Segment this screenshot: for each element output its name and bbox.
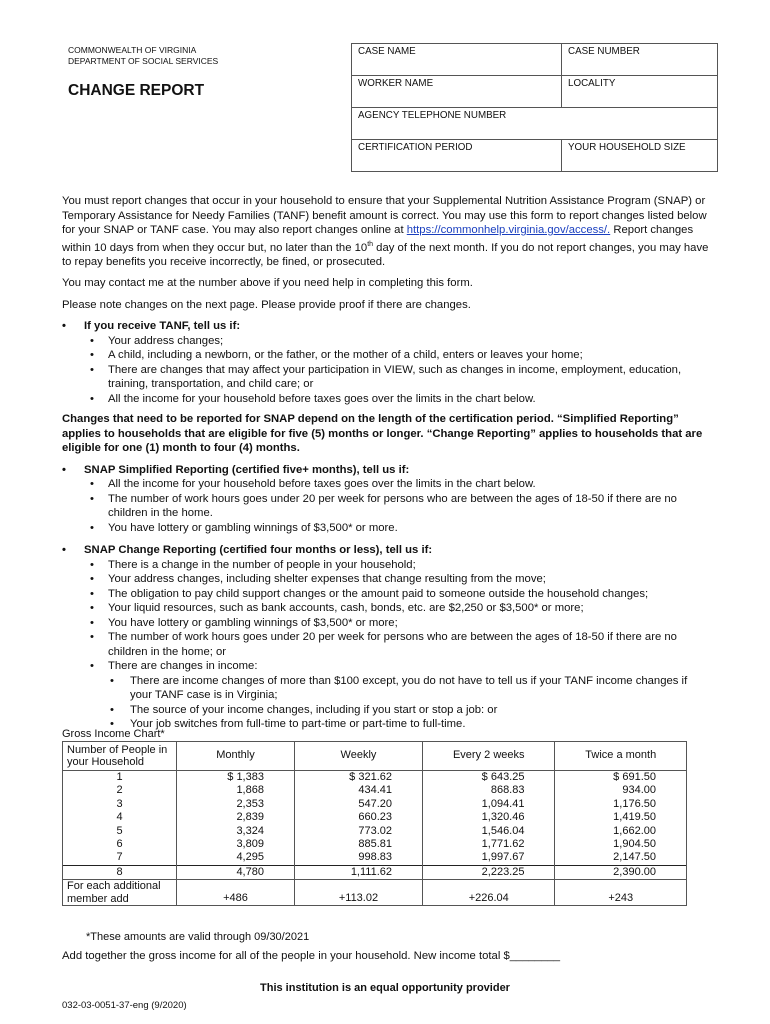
form-number: 032-03-0051-37-eng (9/2020) — [62, 1000, 187, 1011]
table-cell: 2,223.25 — [423, 865, 555, 879]
table-row — [63, 798, 687, 811]
case-number-field[interactable]: CASE NUMBER — [562, 44, 718, 76]
equal-opportunity-statement: This institution is an equal opportunity provider — [260, 982, 510, 994]
table-row — [63, 784, 687, 797]
table-row — [63, 825, 687, 838]
table-cell: 1,176.50 — [555, 798, 687, 811]
table-cell: 2,353 — [177, 798, 295, 811]
table-cell: 1,771.62 — [423, 838, 555, 851]
table-cell: 434.41 — [294, 784, 422, 797]
worker-name-field[interactable]: WORKER NAME — [352, 76, 562, 108]
col-header: Number of People in your Household — [63, 742, 177, 771]
table-cell: +243 — [555, 880, 687, 906]
change-heading: • SNAP Change Reporting (certified four months or less), tell us if: — [62, 543, 712, 558]
agency-line2: DEPARTMENT OF SOCIAL SERVICES — [68, 56, 219, 66]
table-cell: 1,904.50 — [555, 838, 687, 851]
change-item: • Your liquid resources, such as bank accounts, cash, bonds, etc. are $2,250 or $3,500* or more; — [62, 601, 712, 616]
simplified-item: • The number of work hours goes under 20 per week for persons who are between the ages of 18-50 if there are no children in the home. — [62, 492, 712, 521]
additional-label: For each additional member add — [63, 880, 177, 906]
table-cell: 2 — [63, 784, 177, 797]
simplified-heading: • SNAP Simplified Reporting (certified five+ months), tell us if: — [62, 463, 712, 478]
change-item: • There are changes in income: — [62, 659, 712, 674]
page-title: CHANGE REPORT — [68, 82, 205, 99]
note-text: Please note changes on the next page. Please provide proof if there are changes. — [62, 298, 471, 311]
table-cell: 1,111.62 — [294, 865, 422, 879]
table-cell: 2,839 — [177, 811, 295, 824]
table-cell: 660.23 — [294, 811, 422, 824]
intro-part1: You must report changes that occur in your household to ensure that your Supplemental Nutrition Assistance Program (SNAP) or Temporary Assistance for Needy Families (TANF) benefit amount is correct. You may use this form to report changes listed below for your SNAP or TANF case. You may also report changes online at — [62, 195, 707, 236]
case-info-table — [351, 43, 718, 172]
col-header: Weekly — [294, 742, 422, 771]
table-cell: 868.83 — [423, 784, 555, 797]
table-cell: 3,324 — [177, 825, 295, 838]
agency-name — [68, 45, 218, 67]
col-header: Monthly — [177, 742, 295, 771]
table-row — [63, 771, 687, 785]
additional-member-row — [63, 880, 687, 906]
intro-part2: Report changes within 10 days from when they occur but, no later than the 10 — [62, 224, 694, 254]
table-cell: $ 691.50 — [555, 771, 687, 785]
change-item: • The obligation to pay child support changes or the amount paid to someone outside the household changes; — [62, 587, 712, 602]
tanf-item: • A child, including a newborn, or the father, or the mother of a child, enters or leaves your home; — [62, 348, 712, 363]
change-sub-item: • There are income changes of more than $100 except, you do not have to tell us if your TANF income changes if your TANF case is in Virginia; — [62, 674, 712, 703]
table-cell: 1,997.67 — [423, 851, 555, 865]
table-cell: 3 — [63, 798, 177, 811]
table-cell: 4 — [63, 811, 177, 824]
cert-period-field[interactable]: CERTIFICATION PERIOD — [352, 140, 562, 172]
simplified-section — [62, 463, 712, 536]
change-item: • You have lottery or gambling winnings of $3,500* or more; — [62, 616, 712, 631]
table-cell: 885.81 — [294, 838, 422, 851]
simplified-item: • All the income for your household before taxes goes over the limits in the chart below. — [62, 477, 712, 492]
income-total-line[interactable]: Add together the gross income for all of the people in your household. New income total $________ — [62, 950, 561, 962]
col-header: Every 2 weeks — [423, 742, 555, 771]
income-chart-table — [62, 741, 687, 906]
table-cell: 2,147.50 — [555, 851, 687, 865]
table-cell: 6 — [63, 838, 177, 851]
change-item: • The number of work hours goes under 20 per week for persons who are between the ages of 18-50 if there are no children in the home; or — [62, 630, 712, 659]
agency-phone-field[interactable]: AGENCY TELEPHONE NUMBER — [352, 108, 718, 140]
table-cell: 547.20 — [294, 798, 422, 811]
table-cell: 934.00 — [555, 784, 687, 797]
table-cell: $ 1,383 — [177, 771, 295, 785]
table-row — [63, 851, 687, 865]
change-sub-item: • Your job switches from full-time to part-time or part-time to full-time. — [62, 717, 712, 732]
intro-part3: day of the next month. If you do not report changes, you may have to repay benefits you receive incorrectly, be fined, or prosecuted. — [62, 241, 709, 268]
table-header-row — [63, 742, 687, 771]
table-cell: $ 321.62 — [294, 771, 422, 785]
table-cell: 7 — [63, 851, 177, 865]
table-cell: 8 — [63, 865, 177, 879]
table-cell: 1,320.46 — [423, 811, 555, 824]
table-row — [63, 811, 687, 824]
table-cell: 1,868 — [177, 784, 295, 797]
body-text — [62, 194, 712, 732]
table-cell: 2,390.00 — [555, 865, 687, 879]
commonhelp-link[interactable]: https://commonhelp.virginia.gov/access/. — [406, 224, 611, 236]
tanf-item: • Your address changes; — [62, 334, 712, 349]
table-cell: 5 — [63, 825, 177, 838]
household-size-field[interactable]: YOUR HOUSEHOLD SIZE — [562, 140, 718, 172]
change-section — [62, 543, 712, 732]
simplified-item: • You have lottery or gambling winnings of $3,500* or more. — [62, 521, 712, 536]
table-cell: +226.04 — [423, 880, 555, 906]
tanf-heading: • If you receive TANF, tell us if: — [62, 319, 712, 334]
table-cell: $ 643.25 — [423, 771, 555, 785]
income-footnote: *These amounts are valid through 09/30/2021 — [86, 931, 310, 943]
change-item: • There is a change in the number of people in your household; — [62, 558, 712, 573]
table-row — [63, 865, 687, 879]
table-cell: +486 — [177, 880, 295, 906]
tanf-item: • There are changes that may affect your participation in VIEW, such as changes in income, employment, education, training, transportation, and child care; or — [62, 363, 712, 392]
table-cell: 1,546.04 — [423, 825, 555, 838]
tanf-item: • All the income for your household before taxes goes over the limits in the chart below. — [62, 392, 712, 407]
intro-sup: th — [367, 240, 374, 248]
change-item: • Your address changes, including shelter expenses that change resulting from the move; — [62, 572, 712, 587]
table-cell: 4,295 — [177, 851, 295, 865]
locality-field[interactable]: LOCALITY — [562, 76, 718, 108]
table-cell: 773.02 — [294, 825, 422, 838]
tanf-section — [62, 319, 712, 406]
table-row — [63, 838, 687, 851]
table-cell: 1,662.00 — [555, 825, 687, 838]
table-cell: 1,094.41 — [423, 798, 555, 811]
case-name-field[interactable]: CASE NAME — [352, 44, 562, 76]
table-cell: 998.83 — [294, 851, 422, 865]
table-cell: 3,809 — [177, 838, 295, 851]
agency-line1: COMMONWEALTH OF VIRGINIA — [68, 45, 197, 55]
table-cell: 4,780 — [177, 865, 295, 879]
table-cell: 1 — [63, 771, 177, 785]
snap-intro: Changes that need to be reported for SNAP depend on the length of the certification period. “Simplified Reporting” applies to households that are eligible for five (5) months or longer. “Change Reporting” applies to households that are eligible for one (1) month to four (4) months. — [62, 413, 703, 455]
table-cell: +113.02 — [294, 880, 422, 906]
contact-text: You may contact me at the number above if you need help in completing this form. — [62, 277, 473, 290]
table-cell: 1,419.50 — [555, 811, 687, 824]
income-chart-caption: Gross Income Chart* — [62, 728, 165, 740]
intro-paragraph — [62, 194, 712, 269]
col-header: Twice a month — [555, 742, 687, 771]
change-sub-item: • The source of your income changes, including if you start or stop a job: or — [62, 703, 712, 718]
